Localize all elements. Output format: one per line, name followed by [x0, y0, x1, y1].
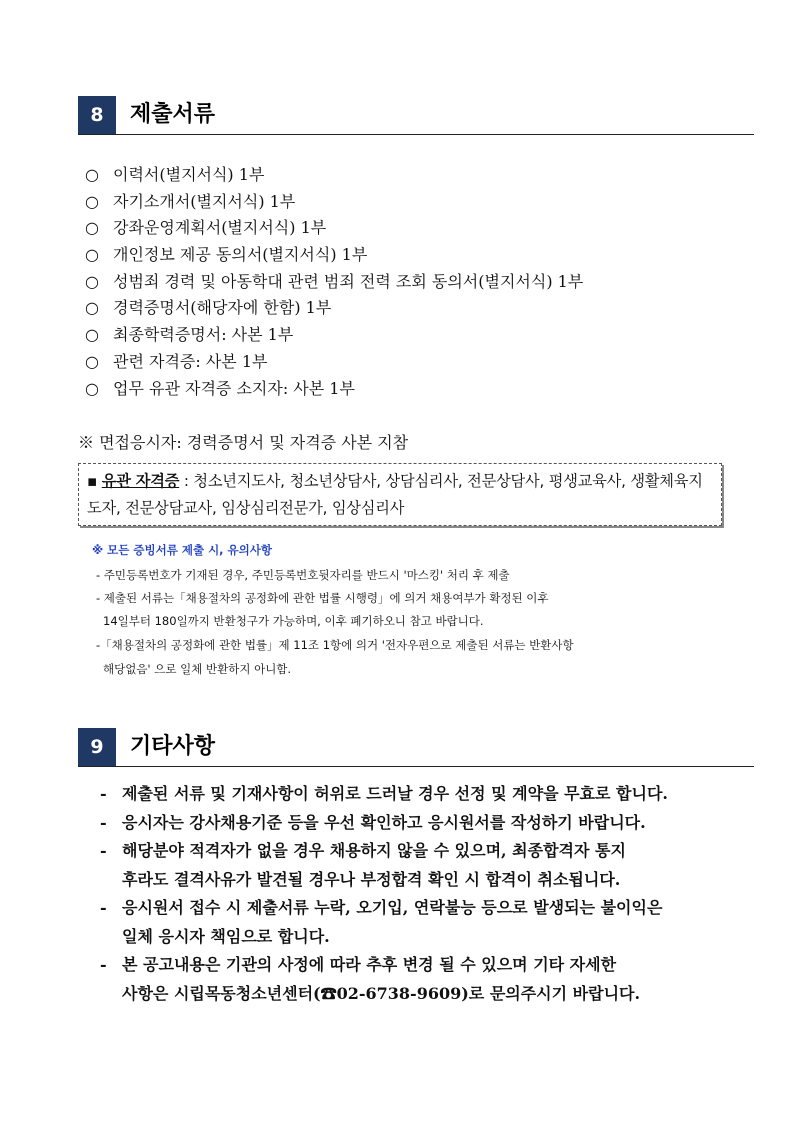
- notice-line: 해당없음' 으로 일체 반환하지 아니함.: [103, 662, 292, 676]
- list-item: ○ 이력서(별지서식) 1부: [85, 162, 583, 189]
- list-item: - 응시자는 강사채용기준 등을 우선 확인하고 응시원서를 작성하기 바랍니다.: [100, 812, 646, 832]
- list-item: ○ 관련 자격증: 사본 1부: [85, 349, 583, 376]
- circle-bullet-icon: ○: [85, 191, 99, 211]
- notice-line: 14일부터 180일까지 반환청구가 가능하며, 이후 폐기하오니 참고 바랍니다.: [103, 614, 484, 628]
- section-9-number: 9: [78, 728, 116, 766]
- section-8-number: 8: [78, 96, 116, 134]
- list-item: - 본 공고내용은 기관의 사정에 따라 추후 변경 될 수 있으며 기타 자세한 사항은 시립목동청소년센터(☎02-6738-9609)로 문의주시기 바랍니다.: [100, 955, 641, 1003]
- interview-note: ※ 면접응시자: 경력증명서 및 자격증 사본 지참: [78, 433, 409, 452]
- list-item: - 제출된 서류 및 기재사항이 허위로 드러날 경우 선정 및 계약을 무효로 합니다.: [100, 784, 668, 803]
- section-8-title: 제출서류: [130, 102, 216, 127]
- circle-bullet-icon: ○: [85, 218, 99, 238]
- square-bullet-icon: ▪: [87, 472, 98, 490]
- list-item: ○ 경력증명서(해당자에 한함) 1부: [85, 295, 583, 322]
- list-item: ○ 자기소개서(별지서식) 1부: [85, 189, 583, 216]
- related-certificates-box: [78, 463, 722, 526]
- section-8-header: [78, 96, 754, 135]
- circle-bullet-icon: ○: [85, 245, 99, 265]
- circle-bullet-icon: ○: [85, 378, 99, 398]
- notice-line: -「채용절차의 공정화에 관한 법률」제 11조 1항에 의거 '전자우편으로 제출된 서류는 반환사항: [96, 638, 574, 652]
- circle-bullet-icon: ○: [85, 351, 99, 371]
- section-9-title: 기타사항: [130, 734, 216, 759]
- notice-line: - 주민등록번호가 기재된 경우, 주민등록번호뒷자리를 반드시 '마스킹' 처리 후 제출: [96, 568, 510, 582]
- list-item: ○ 업무 유관 자격증 소지자: 사본 1부: [85, 376, 583, 403]
- circle-bullet-icon: ○: [85, 298, 99, 318]
- circle-bullet-icon: ○: [85, 165, 99, 184]
- list-item: ○ 강좌운영계획서(별지서식) 1부: [85, 215, 583, 242]
- other-notes-list: [100, 780, 668, 1008]
- list-item: ○ 개인정보 제공 동의서(별지서식) 1부: [85, 242, 583, 269]
- list-item: - 해당분야 적격자가 없을 경우 채용하지 않을 수 있으며, 최종합격자 통지 후라도 결격사유가 발견될 경우나 부정합격 확인 시 합격이 취소됩니다.: [100, 841, 626, 889]
- section-9-header: [78, 728, 754, 767]
- circle-bullet-icon: ○: [85, 271, 99, 291]
- related-certificates-label: 유관 자격증: [101, 472, 180, 490]
- notice-heading: ※ 모든 증빙서류 제출 시, 유의사항: [92, 543, 272, 557]
- related-certificates-text: : 청소년지도사, 청소년상담사, 상담심리사, 전문상담사, 평생교육사, 생활체육지도자, 전문상담교사, 임상심리전문가, 임상심리사: [87, 472, 703, 517]
- list-item: - 응시원서 접수 시 제출서류 누락, 오기입, 연락불능 등으로 발생되는 불이익은 일체 응시자 책임으로 합니다.: [100, 898, 663, 946]
- list-item: ○ 최종학력증명서: 사본 1부: [85, 322, 583, 349]
- required-documents-list: [85, 162, 583, 402]
- list-item: ○ 성범죄 경력 및 아동학대 관련 범죄 전력 조회 동의서(별지서식) 1부: [85, 269, 583, 296]
- circle-bullet-icon: ○: [85, 325, 99, 345]
- notice-line: - 제출된 서류는「채용절차의 공정화에 관한 법률 시행령」에 의거 채용여부가 확정된 이후: [96, 591, 549, 605]
